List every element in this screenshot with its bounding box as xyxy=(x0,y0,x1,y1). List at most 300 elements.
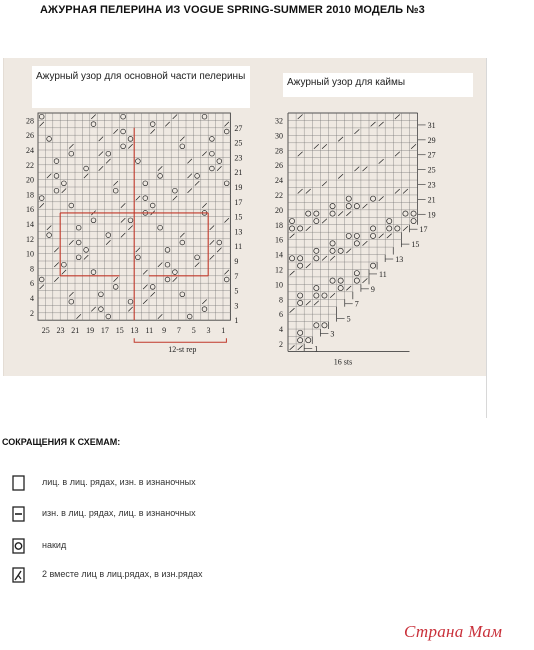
left-row-number: 6 xyxy=(30,279,34,289)
left-yarn-over-mark xyxy=(195,174,200,179)
left-yarn-over-mark xyxy=(217,159,222,164)
left-k2tog-mark xyxy=(128,307,132,311)
right-yarn-over-mark xyxy=(289,226,294,231)
right-yarn-over-mark xyxy=(289,256,294,261)
repeat-bracket xyxy=(134,338,226,342)
left-yarn-over-mark xyxy=(39,277,44,282)
right-row-number: 10 xyxy=(275,280,283,290)
left-k2tog-mark xyxy=(180,233,184,237)
left-k2tog-mark xyxy=(158,314,162,318)
left-k2tog-mark xyxy=(121,218,125,222)
left-yarn-over-mark xyxy=(150,122,155,127)
left-yarn-over-mark xyxy=(150,203,155,208)
left-k2tog-mark xyxy=(217,248,221,252)
left-k2tog-mark xyxy=(54,262,58,266)
left-yarn-over-mark xyxy=(62,262,67,267)
left-k2tog-mark xyxy=(136,196,140,200)
right-row-number: 18 xyxy=(275,220,283,230)
right-row-number-odd: 27 xyxy=(427,150,436,160)
left-yarn-over-mark xyxy=(91,270,96,275)
right-k2tog-mark xyxy=(403,189,408,193)
left-k2tog-mark xyxy=(113,181,117,185)
left-row-number: 26 xyxy=(26,131,34,141)
right-yarn-over-mark xyxy=(346,204,351,209)
right-k2tog-mark xyxy=(298,345,303,349)
left-yarn-over-mark xyxy=(113,188,118,193)
left-k2tog-mark xyxy=(54,248,58,252)
right-yarn-over-mark xyxy=(298,293,303,298)
left-row-number: 4 xyxy=(30,294,34,303)
right-row-number: 2 xyxy=(279,339,283,349)
right-k2tog-mark xyxy=(298,189,303,193)
left-k2tog-mark xyxy=(39,285,43,289)
right-yarn-over-mark xyxy=(330,248,335,253)
left-k2tog-mark xyxy=(69,240,73,244)
left-yarn-over-mark xyxy=(54,174,59,179)
left-col-number: 15 xyxy=(115,326,124,336)
left-yarn-over-mark xyxy=(217,240,222,245)
left-yarn-over-mark xyxy=(224,181,229,186)
right-k2tog-mark xyxy=(363,204,368,208)
left-col-number: 7 xyxy=(176,326,181,336)
left-k2tog-mark xyxy=(62,188,66,192)
right-k2tog-mark xyxy=(395,114,400,118)
right-k2tog-mark xyxy=(322,182,327,186)
right-k2tog-mark xyxy=(290,345,295,349)
right-k2tog-mark xyxy=(290,271,295,275)
left-col-number: 21 xyxy=(71,326,80,336)
left-yarn-over-mark xyxy=(121,114,126,119)
left-k2tog-mark xyxy=(224,122,228,126)
left-yarn-over-mark xyxy=(180,292,185,297)
right-k2tog-mark xyxy=(403,226,408,230)
left-yarn-over-mark xyxy=(39,196,44,201)
left-yarn-over-mark xyxy=(128,299,133,304)
left-row-number: 24 xyxy=(26,146,34,155)
right-yarn-over-mark xyxy=(338,278,343,283)
right-yarn-over-mark xyxy=(322,293,327,298)
left-yarn-over-mark xyxy=(128,218,133,223)
right-row-number-odd: 31 xyxy=(427,120,436,130)
left-yarn-over-mark xyxy=(69,299,74,304)
right-row-number: 12 xyxy=(275,265,283,275)
right-row-number: 4 xyxy=(279,325,283,335)
left-row-number: 2 xyxy=(30,308,34,318)
left-yarn-over-mark xyxy=(76,255,81,260)
left-k2tog-mark xyxy=(128,144,132,148)
left-yarn-over-mark xyxy=(91,218,96,223)
left-k2tog-mark xyxy=(47,225,51,229)
left-k2tog-mark xyxy=(158,166,162,170)
left-col-number: 25 xyxy=(41,326,50,336)
right-yarn-over-mark xyxy=(314,211,319,216)
right-k2tog-mark xyxy=(338,137,343,141)
right-row-number-odd: 5 xyxy=(346,314,351,324)
left-row-number-odd: 13 xyxy=(234,227,243,237)
left-yarn-over-mark xyxy=(76,240,81,245)
left-yarn-over-mark xyxy=(54,159,59,164)
right-yarn-over-mark xyxy=(289,218,294,223)
right-yarn-over-mark xyxy=(387,226,392,231)
left-yarn-over-mark xyxy=(136,255,141,260)
left-k2tog-mark xyxy=(39,122,43,126)
key-knit-text: лиц. в лиц. рядах, изн. в изнаночных xyxy=(42,477,196,487)
left-k2tog-mark xyxy=(99,137,103,141)
right-yarn-over-mark xyxy=(298,338,303,343)
right-row-number: 30 xyxy=(275,131,283,141)
key-k2tog-text: 2 вместе лиц в лиц.рядах, в изн.рядах xyxy=(42,569,203,579)
left-k2tog-mark xyxy=(224,218,228,222)
right-row-number: 14 xyxy=(275,250,283,260)
left-yarn-over-mark xyxy=(47,137,52,142)
right-row-number-odd: 11 xyxy=(379,269,387,279)
right-yarn-over-mark xyxy=(370,226,375,231)
right-row-number: 32 xyxy=(275,116,283,126)
left-row-number-odd: 19 xyxy=(234,183,243,192)
left-yarn-over-mark xyxy=(113,285,118,290)
left-chart-caption: Ажурный узор для основной части пелерины xyxy=(32,66,250,108)
left-k2tog-mark xyxy=(113,129,117,133)
right-k2tog-mark xyxy=(379,196,384,200)
left-row-number-odd: 11 xyxy=(234,242,243,252)
left-col-number: 17 xyxy=(100,326,109,336)
left-yarn-over-mark xyxy=(91,122,96,127)
left-yarn-over-mark xyxy=(210,166,215,171)
left-col-number: 19 xyxy=(86,326,95,336)
left-k2tog-mark xyxy=(62,270,66,274)
left-yarn-over-mark xyxy=(180,144,185,149)
left-yarn-over-mark xyxy=(202,114,207,119)
key-knit xyxy=(10,474,340,494)
right-yarn-over-mark xyxy=(322,323,327,328)
right-row-number: 28 xyxy=(275,146,283,156)
left-k2tog-mark xyxy=(106,240,110,244)
left-yarn-over-mark xyxy=(99,292,104,297)
right-row-number-odd: 3 xyxy=(330,329,335,339)
left-k2tog-mark xyxy=(202,299,206,303)
abbreviations-heading: СОКРАЩЕНИЯ К СХЕМАМ: xyxy=(2,437,121,447)
right-yarn-over-mark xyxy=(314,256,319,261)
left-yarn-over-mark xyxy=(76,225,81,230)
left-row-number-odd: 21 xyxy=(234,168,243,178)
left-row-number-odd: 1 xyxy=(234,316,239,326)
left-row-number-odd: 9 xyxy=(234,257,239,266)
left-k2tog-mark xyxy=(113,277,117,281)
right-k2tog-mark xyxy=(395,189,400,193)
left-col-number: 23 xyxy=(56,326,65,336)
right-k2tog-mark xyxy=(346,286,351,290)
right-k2tog-mark xyxy=(338,174,343,178)
left-row-number: 28 xyxy=(26,116,34,126)
right-yarn-over-mark xyxy=(354,204,359,209)
left-k2tog-mark xyxy=(128,225,132,229)
right-k2tog-mark xyxy=(330,256,335,260)
right-k2tog-mark xyxy=(395,152,400,156)
left-row-number-odd: 7 xyxy=(234,271,239,281)
right-yarn-over-mark xyxy=(314,293,319,298)
left-col-number: 5 xyxy=(191,326,196,336)
left-yarn-over-mark xyxy=(158,225,163,230)
left-k2tog-mark xyxy=(187,188,191,192)
right-yarn-over-mark xyxy=(330,241,335,246)
left-yarn-over-mark xyxy=(84,248,89,253)
left-row-number: 18 xyxy=(26,190,34,200)
yarn-over-icon xyxy=(10,537,28,555)
left-k2tog-mark xyxy=(99,166,103,170)
right-yarn-over-mark xyxy=(298,226,303,231)
right-row-number-odd: 7 xyxy=(354,299,359,309)
left-k2tog-mark xyxy=(121,233,125,237)
left-row-number: 16 xyxy=(26,205,34,215)
right-yarn-over-mark xyxy=(387,218,392,223)
left-yarn-over-mark xyxy=(128,137,133,142)
right-row-number: 22 xyxy=(275,190,283,200)
left-k2tog-mark xyxy=(202,151,206,155)
left-k2tog-mark xyxy=(91,114,95,118)
left-k2tog-mark xyxy=(158,262,162,266)
left-k2tog-mark xyxy=(150,129,154,133)
right-yarn-over-mark xyxy=(354,278,359,283)
left-row-number: 8 xyxy=(30,264,34,274)
right-yarn-over-mark xyxy=(411,218,416,223)
right-k2tog-mark xyxy=(379,122,384,126)
right-k2tog-mark xyxy=(314,144,319,148)
right-yarn-over-mark xyxy=(314,285,319,290)
empty-square-icon xyxy=(10,474,28,492)
left-k2tog-mark xyxy=(121,203,125,207)
left-yarn-over-mark xyxy=(165,248,170,253)
left-yarn-over-mark xyxy=(106,233,111,238)
right-yarn-over-mark xyxy=(314,248,319,253)
left-yarn-over-mark xyxy=(84,166,89,171)
right-k2tog-mark xyxy=(322,256,327,260)
left-k2tog-mark xyxy=(84,255,88,259)
left-yarn-over-mark xyxy=(54,188,59,193)
right-yarn-over-mark xyxy=(330,278,335,283)
right-row-number: 16 xyxy=(275,235,283,245)
right-yarn-over-mark xyxy=(354,233,359,238)
right-k2tog-mark xyxy=(411,144,416,148)
left-yarn-over-mark xyxy=(165,277,170,282)
right-k2tog-mark xyxy=(354,129,359,133)
left-k2tog-mark xyxy=(187,174,191,178)
right-yarn-over-mark xyxy=(370,233,375,238)
right-k2tog-mark xyxy=(379,234,384,238)
left-yarn-over-mark xyxy=(69,203,74,208)
watermark: Страна Мам xyxy=(404,622,503,641)
left-yarn-over-mark xyxy=(47,233,52,238)
right-yarn-over-mark xyxy=(346,233,351,238)
left-k2tog-mark xyxy=(39,203,43,207)
right-k2tog-mark xyxy=(298,152,303,156)
stitch-count-label: 16 sts xyxy=(333,357,353,367)
left-row-number: 12 xyxy=(26,234,34,244)
right-row-number: 8 xyxy=(279,295,283,305)
right-row-number-odd: 1 xyxy=(314,344,319,354)
left-yarn-over-mark xyxy=(210,137,215,142)
right-k2tog-mark xyxy=(322,219,327,223)
right-row-number-odd: 19 xyxy=(427,210,436,220)
left-k2tog-mark xyxy=(187,159,191,163)
right-k2tog-mark xyxy=(379,159,384,163)
left-k2tog-mark xyxy=(224,270,228,274)
right-yarn-over-mark xyxy=(314,323,319,328)
left-row-number: 14 xyxy=(26,220,34,229)
left-k2tog-mark xyxy=(173,277,177,281)
left-yarn-over-mark xyxy=(202,307,207,312)
left-yarn-over-mark xyxy=(106,314,111,319)
left-row-number: 10 xyxy=(26,249,34,259)
left-yarn-over-mark xyxy=(143,196,148,201)
right-k2tog-mark xyxy=(306,263,311,267)
right-k2tog-mark xyxy=(290,308,295,312)
right-k2tog-mark xyxy=(322,144,327,148)
left-yarn-over-mark xyxy=(106,151,111,156)
left-k2tog-mark xyxy=(195,262,199,266)
left-row-number-odd: 5 xyxy=(234,286,239,296)
right-k2tog-mark xyxy=(298,114,303,118)
left-yarn-over-mark xyxy=(150,285,155,290)
right-yarn-over-mark xyxy=(298,300,303,305)
left-k2tog-mark xyxy=(54,277,58,281)
left-k2tog-mark xyxy=(99,151,103,155)
right-k2tog-mark xyxy=(290,234,295,238)
right-yarn-over-mark xyxy=(411,211,416,216)
left-k2tog-mark xyxy=(106,159,110,163)
right-k2tog-mark xyxy=(346,211,351,215)
right-k2tog-mark xyxy=(306,301,311,305)
right-k2tog-mark xyxy=(363,278,368,282)
key-yarn-over xyxy=(10,537,340,557)
left-row-number-odd: 17 xyxy=(234,197,243,207)
right-yarn-over-mark xyxy=(298,263,303,268)
left-k2tog-mark xyxy=(210,225,214,229)
right-yarn-over-mark xyxy=(346,196,351,201)
page-title: АЖУРНАЯ ПЕЛЕРИНА ИЗ VOGUE SPRING-SUMMER 2010 МОДЕЛЬ №3 xyxy=(40,4,425,16)
left-yarn-over-mark xyxy=(180,240,185,245)
k2tog-icon xyxy=(10,566,28,584)
left-k2tog-mark xyxy=(84,174,88,178)
right-yarn-over-mark xyxy=(338,285,343,290)
repeat-label: 12-st rep xyxy=(168,345,197,355)
right-k2tog-mark xyxy=(306,226,311,230)
right-k2tog-mark xyxy=(363,167,368,171)
left-yarn-over-mark xyxy=(69,151,74,156)
left-k2tog-mark xyxy=(76,314,80,318)
left-yarn-over-mark xyxy=(173,270,178,275)
left-yarn-over-mark xyxy=(99,307,104,312)
left-k2tog-mark xyxy=(150,292,154,296)
left-yarn-over-mark xyxy=(39,114,44,119)
left-col-number: 9 xyxy=(162,326,167,336)
left-yarn-over-mark xyxy=(224,129,229,134)
left-yarn-over-mark xyxy=(173,188,178,193)
right-k2tog-mark xyxy=(306,189,311,193)
left-k2tog-mark xyxy=(217,166,221,170)
right-yarn-over-mark xyxy=(370,196,375,201)
right-k2tog-mark xyxy=(314,301,319,305)
right-chart-caption: Ажурный узор для каймы xyxy=(283,73,473,97)
right-row-number-odd: 13 xyxy=(395,255,404,265)
left-yarn-over-mark xyxy=(136,159,141,164)
left-k2tog-mark xyxy=(143,285,147,289)
right-yarn-over-mark xyxy=(314,218,319,223)
left-k2tog-mark xyxy=(173,196,177,200)
right-row-number-odd: 29 xyxy=(427,135,436,145)
left-k2tog-mark xyxy=(69,144,73,148)
left-row-number: 20 xyxy=(26,175,34,185)
left-yarn-over-mark xyxy=(158,174,163,179)
key-yarn-over-text: накид xyxy=(42,540,67,550)
right-yarn-over-mark xyxy=(338,248,343,253)
right-k2tog-mark xyxy=(371,122,376,126)
right-yarn-over-mark xyxy=(330,211,335,216)
left-k2tog-mark xyxy=(180,137,184,141)
left-k2tog-mark xyxy=(47,174,51,178)
key-purl xyxy=(10,505,340,525)
right-k2tog-mark xyxy=(354,167,359,171)
right-yarn-over-mark xyxy=(395,226,400,231)
right-yarn-over-mark xyxy=(370,263,375,268)
right-row-number: 24 xyxy=(275,176,283,186)
left-k2tog-mark xyxy=(202,203,206,207)
key-purl-text: изн. в лиц. рядах, лиц. в изнаночных xyxy=(42,508,196,518)
left-yarn-over-mark xyxy=(62,181,67,186)
left-yarn-over-mark xyxy=(121,129,126,134)
left-col-number: 11 xyxy=(145,326,154,336)
left-yarn-over-mark xyxy=(187,314,192,319)
right-row-number-odd: 15 xyxy=(411,240,420,250)
left-yarn-over-mark xyxy=(121,144,126,149)
left-yarn-over-mark xyxy=(195,255,200,260)
left-k2tog-mark xyxy=(143,299,147,303)
dash-square-icon xyxy=(10,505,28,523)
right-yarn-over-mark xyxy=(403,211,408,216)
right-row-number-odd: 23 xyxy=(427,180,436,190)
left-row-number-odd: 15 xyxy=(234,212,243,222)
right-row-number: 26 xyxy=(275,161,283,171)
right-k2tog-mark xyxy=(330,293,335,297)
left-row-number-odd: 27 xyxy=(234,123,243,133)
left-col-number: 1 xyxy=(221,326,226,336)
left-row-number-odd: 3 xyxy=(234,301,239,311)
left-yarn-over-mark xyxy=(224,277,229,282)
left-row-number: 22 xyxy=(26,160,34,170)
left-k2tog-mark xyxy=(143,270,147,274)
left-k2tog-mark xyxy=(91,307,95,311)
left-row-number-odd: 25 xyxy=(234,138,243,148)
key-k2tog xyxy=(10,566,340,586)
right-yarn-over-mark xyxy=(330,204,335,209)
right-row-number: 20 xyxy=(275,205,283,215)
left-k2tog-mark xyxy=(173,114,177,118)
right-row-number: 6 xyxy=(279,310,283,320)
right-row-number-odd: 21 xyxy=(427,195,436,205)
left-k2tog-mark xyxy=(210,255,214,259)
right-row-number-odd: 25 xyxy=(427,165,436,175)
right-k2tog-mark xyxy=(387,234,392,238)
right-yarn-over-mark xyxy=(354,241,359,246)
right-yarn-over-mark xyxy=(298,330,303,335)
right-row-number-odd: 9 xyxy=(370,284,375,294)
left-yarn-over-mark xyxy=(165,262,170,267)
left-col-number: 3 xyxy=(206,326,211,336)
right-k2tog-mark xyxy=(338,211,343,215)
left-k2tog-mark xyxy=(136,248,140,252)
right-yarn-over-mark xyxy=(306,338,311,343)
left-k2tog-mark xyxy=(69,292,73,296)
left-col-number: 13 xyxy=(130,326,139,336)
